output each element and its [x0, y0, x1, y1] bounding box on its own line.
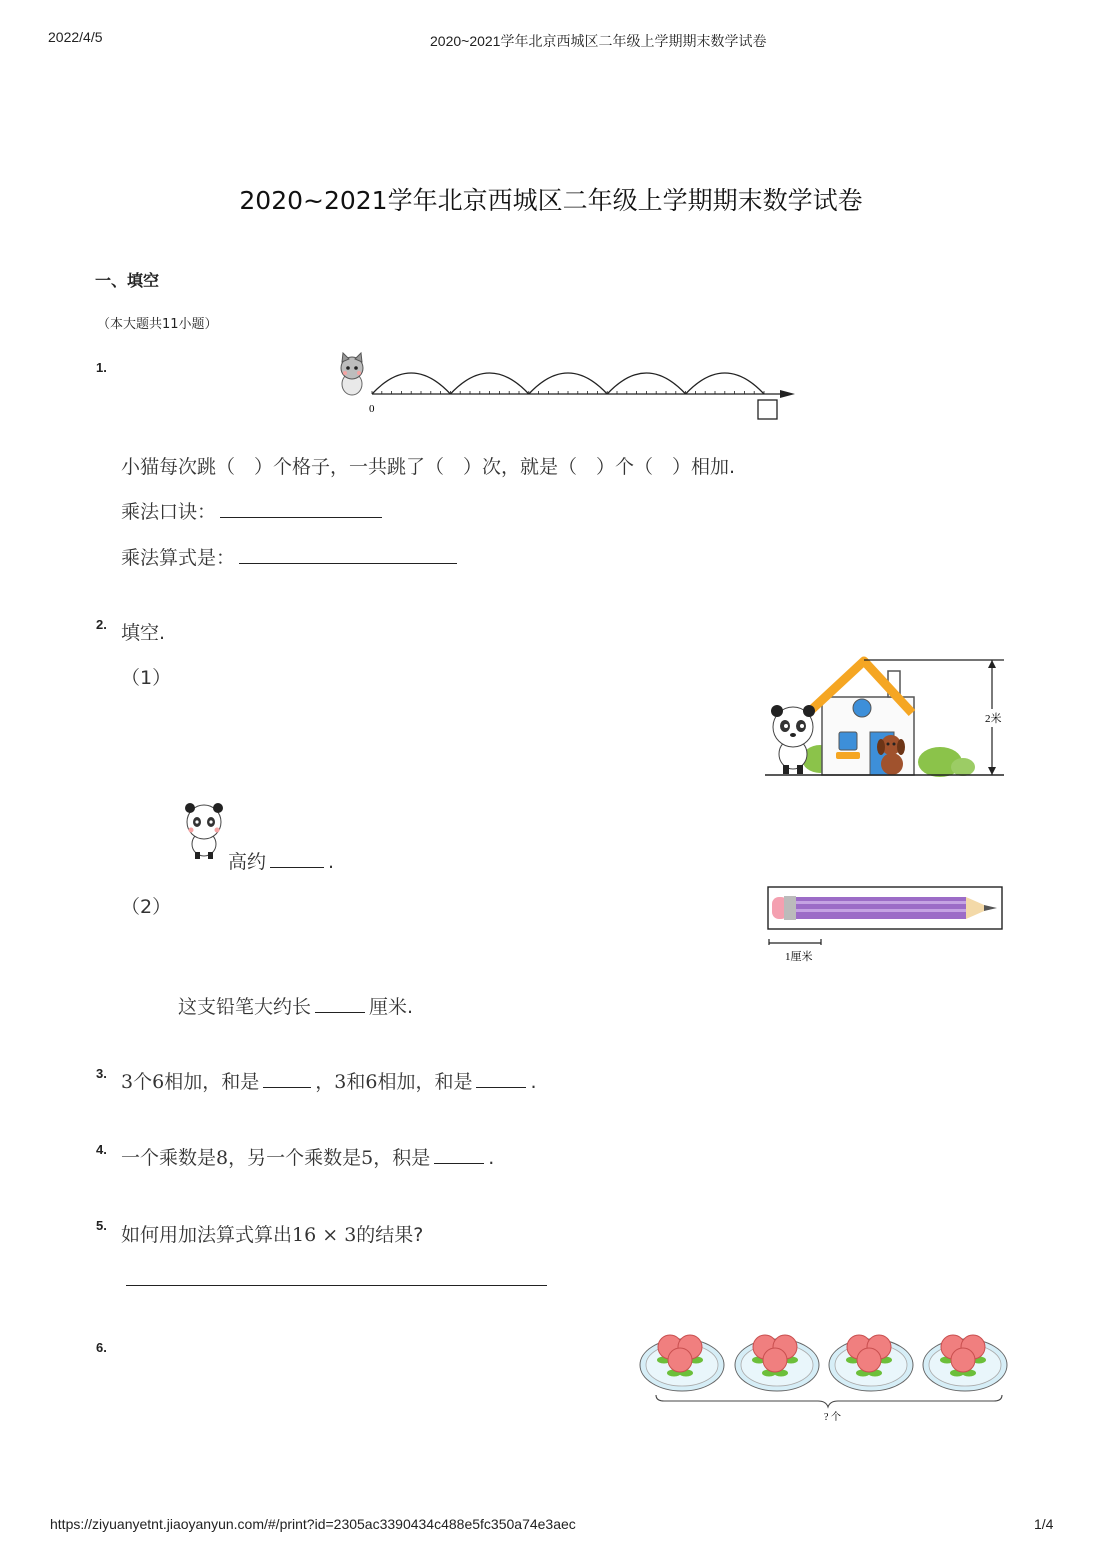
peach-icon [763, 1348, 787, 1372]
print-doc-title: 2020~2021学年北京西城区二年级上学期期末数学试卷 [430, 33, 767, 49]
jump-arc [607, 373, 685, 394]
question-4-number: 4. [96, 1142, 107, 1157]
q5-row [121, 1220, 423, 1247]
q3-blank-2[interactable] [476, 1069, 526, 1088]
height-label: 2米 [985, 713, 1002, 725]
jump-arc [529, 373, 607, 394]
q2-pencil-row [178, 992, 413, 1019]
q1-rhyme-label: 乘法口诀： [121, 501, 217, 523]
q4-text-a: 一个乘数是 [121, 1147, 217, 1169]
peach-icon [951, 1348, 975, 1372]
q5-text-a: 如何用加法算式算出 [121, 1224, 293, 1246]
total-brace [656, 1395, 1002, 1407]
q3-num-a: 3 [121, 1071, 134, 1093]
peach-icon [857, 1348, 881, 1372]
q3-num-c: 6 [152, 1071, 165, 1093]
number-line-zero: 0 [369, 403, 375, 415]
q3-num-f: 3 [334, 1071, 347, 1093]
q2-panda-text: 高约 [228, 851, 267, 873]
small-panda-icon [180, 802, 230, 862]
q3-text-i: 相加，和是 [377, 1071, 473, 1093]
q5-answer-line[interactable] [126, 1285, 547, 1286]
q3-num-h: 6 [365, 1071, 378, 1093]
q2-intro: 填空. [121, 622, 166, 644]
q4-row [121, 1143, 494, 1170]
q3-text-b: 个 [133, 1071, 153, 1093]
q4-num-d: 5 [361, 1147, 374, 1169]
q3-text-d: 相加，和是 [164, 1071, 260, 1093]
question-1-number: 1. [96, 360, 107, 375]
q3-text-g: 和 [346, 1071, 366, 1093]
jump-arc [450, 373, 528, 394]
print-date: 2022/4/5 [48, 29, 103, 45]
question-6-number: 6. [96, 1340, 107, 1355]
q4-num-b: 8 [216, 1147, 229, 1169]
number-line-ticks [372, 391, 764, 394]
jump-arcs [372, 373, 764, 394]
q4-blank[interactable] [434, 1145, 484, 1164]
question-3-number: 3. [96, 1066, 107, 1081]
unit-label: 1厘米 [785, 951, 813, 963]
q1-number-line-figure [330, 350, 800, 425]
footer-url: https://ziyuanyetnt.jiaoyanyun.com/#/print?id=2305ac3390434c488e5fc350a74e3aec [50, 1516, 576, 1532]
plate-of-peaches [735, 1335, 819, 1391]
page-number: 1/4 [1034, 1516, 1054, 1532]
q1-equation-label: 乘法算式是： [121, 547, 236, 569]
question-2-number: 2. [96, 617, 107, 632]
q1-equation-blank[interactable] [239, 545, 457, 564]
section-heading: 一、填空 [95, 271, 160, 290]
q2-panda-blank[interactable] [270, 849, 324, 868]
q2-panda-period: . [328, 851, 335, 873]
peach-plates-figure [638, 1325, 1018, 1423]
pencil-figure [766, 885, 1006, 965]
q1-rhyme-blank[interactable] [220, 499, 382, 518]
q5-expression: 16 × 3 [292, 1224, 357, 1246]
plate-of-peaches [640, 1335, 724, 1391]
q2-part2-label: （2） [121, 896, 172, 918]
q2-pencil-text-b: 厘米. [369, 996, 414, 1018]
peach-icon [668, 1348, 692, 1372]
q1-rhyme-row [121, 497, 386, 524]
q3-text-j: . [530, 1071, 537, 1093]
q1-equation-row [121, 543, 461, 570]
q3-row [121, 1067, 537, 1094]
q2-pencil-text-a: 这支铅笔大约长 [178, 996, 312, 1018]
q3-blank-1[interactable] [263, 1069, 311, 1088]
section-note: （本大题共11小题） [97, 317, 218, 332]
q2-part1-label: （1） [121, 667, 172, 689]
answer-box[interactable] [758, 400, 777, 419]
question-5-number: 5. [96, 1218, 107, 1233]
q1-question-line: 小猫每次跳（ ）个格子，一共跳了（ ）次，就是（ ）个（ ）相加. [121, 456, 736, 478]
q5-text-b: 的结果? [356, 1224, 424, 1246]
house-height-figure [760, 655, 1010, 780]
brace-label: ? 个 [824, 1412, 841, 1423]
q4-text-c: ，另一个乘数是 [228, 1147, 362, 1169]
q2-panda-row [228, 847, 334, 874]
plate-of-peaches [923, 1335, 1007, 1391]
plate-of-peaches [829, 1335, 913, 1391]
peach-plates [640, 1335, 1007, 1391]
q2-pencil-blank[interactable] [315, 994, 365, 1013]
cat-icon [341, 353, 363, 395]
jump-arc [372, 373, 450, 394]
q3-text-e: ， [315, 1071, 335, 1093]
q4-text-e: ，积是 [373, 1147, 431, 1169]
q4-text-f: . [488, 1147, 495, 1169]
pencil-icon [772, 896, 997, 920]
jump-arc [686, 373, 764, 394]
page-title: 2020~2021学年北京西城区二年级上学期期末数学试卷 [239, 186, 863, 215]
